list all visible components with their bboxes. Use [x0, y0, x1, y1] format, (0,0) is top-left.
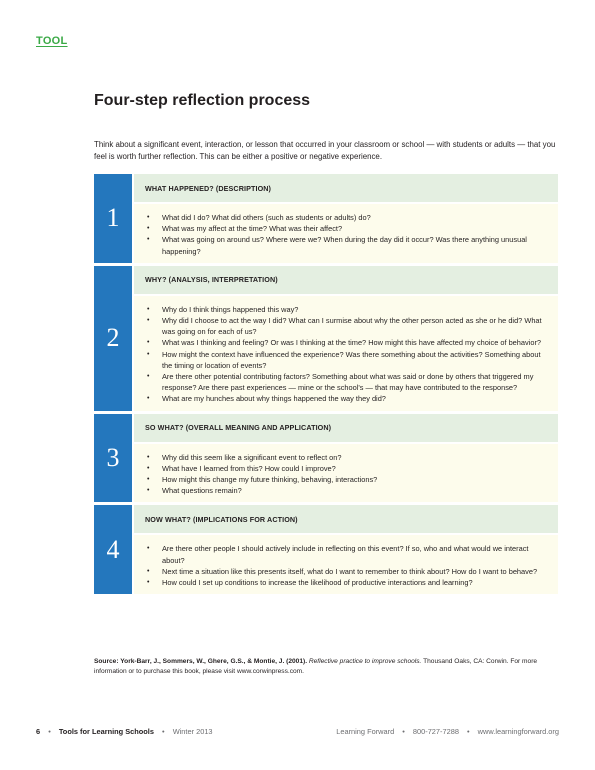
- question-item: • Why did I choose to act the way I did? What can I surmise about why the other person acted as she or he did? What was going on for each of us?: [145, 315, 548, 337]
- issue-date: Winter 2013: [172, 727, 213, 736]
- step-number: 3: [94, 414, 132, 503]
- question-item: • What questions remain?: [145, 485, 548, 496]
- source-label: Source: York-Barr, J., Sommers, W., Ghere, G.S., & Montie, J. (2001).: [94, 658, 308, 665]
- step-questions: [134, 296, 558, 411]
- reflection-steps-table: [94, 174, 558, 597]
- step-questions: [134, 444, 558, 503]
- step-number: 2: [94, 266, 132, 411]
- step-number: 4: [94, 505, 132, 594]
- question-item: • How might the context have influenced the experience? Was there something about the activities? Something about the timing or location of events?: [145, 349, 548, 371]
- question-item: • Why did this seem like a significant event to reflect on?: [145, 452, 548, 463]
- question-item: • What have I learned from this? How could I improve?: [145, 463, 548, 474]
- org-website[interactable]: www.learningforward.org: [477, 727, 559, 736]
- page-number: 6: [36, 727, 41, 736]
- question-item: • Are there other potential contributing factors? Something about what was said or done by others that triggered my response? Are there past experiences — mine or the school's — that may have contributed to the response?: [145, 371, 548, 393]
- org-name: Learning Forward: [336, 727, 395, 736]
- step-row: [94, 174, 558, 263]
- question-item: • Why do I think things happened this way?: [145, 304, 548, 315]
- step-heading: SO WHAT? (OVERALL MEANING AND APPLICATION): [134, 414, 558, 442]
- step-questions: [134, 535, 558, 594]
- page-title: Four-step reflection process: [94, 92, 311, 109]
- question-item: • What was my affect at the time? What was their affect?: [145, 223, 548, 234]
- intro-paragraph: Think about a significant event, interaction, or lesson that occurred in your classroom or school — with students or adults — that you feel is worth further reflection. This can be either a positive or negative experience.: [94, 140, 556, 161]
- question-list: [145, 212, 548, 257]
- step-questions: [134, 204, 558, 263]
- org-phone: 800-727-7288: [412, 727, 459, 736]
- question-item: • Next time a situation like this presents itself, what do I want to remember to think about? How do I want to behave?: [145, 566, 548, 577]
- step-content: [134, 266, 558, 411]
- question-item: • How could I set up conditions to increase the likelihood of productive interactions and learning?: [145, 577, 548, 588]
- source-book-title: Reflective practice to improve schools.: [308, 658, 422, 665]
- footer-separator: •: [162, 727, 165, 736]
- step-heading: WHAT HAPPENED? (DESCRIPTION): [134, 174, 558, 202]
- page-footer: [36, 727, 559, 736]
- step-number: 1: [94, 174, 132, 263]
- step-row: [94, 505, 558, 594]
- question-item: • What was I thinking and feeling? Or was I thinking at the time? How might this have affected my choice of behavior?: [145, 337, 548, 348]
- step-content: [134, 505, 558, 594]
- question-item: • What did I do? What did others (such as students or adults) do?: [145, 212, 548, 223]
- question-list: [145, 304, 548, 405]
- footer-left: [36, 727, 219, 736]
- footer-right: [336, 727, 559, 736]
- question-item: • What was going on around us? Where were we? When during the day did it occur? Was there anything unusual happening?: [145, 234, 548, 256]
- footer-separator: •: [402, 727, 405, 736]
- question-item: • How might this change my future thinking, behaving, interactions?: [145, 474, 548, 485]
- question-list: [145, 543, 548, 588]
- step-row: [94, 414, 558, 503]
- source-rest: Thousand Oaks, CA: Corwin. For more information or to purchase this book, please visit www.corwinpress.com.: [94, 658, 538, 675]
- publication-name: Tools for Learning Schools: [58, 727, 154, 736]
- step-heading: WHY? (ANALYSIS, INTERPRETATION): [134, 266, 558, 294]
- question-list: [145, 452, 548, 497]
- footer-separator: •: [48, 727, 51, 736]
- step-content: [134, 414, 558, 503]
- step-row: [94, 266, 558, 411]
- question-item: • What are my hunches about why things happened the way they did?: [145, 393, 548, 404]
- footer-separator: •: [467, 727, 470, 736]
- step-heading: NOW WHAT? (IMPLICATIONS FOR ACTION): [134, 505, 558, 533]
- step-content: [134, 174, 558, 263]
- tool-tag: TOOL: [36, 35, 68, 47]
- question-item: • Are there other people I should actively include in reflecting on this event? If so, who and what would we interact about?: [145, 543, 548, 565]
- source-citation: [94, 657, 560, 677]
